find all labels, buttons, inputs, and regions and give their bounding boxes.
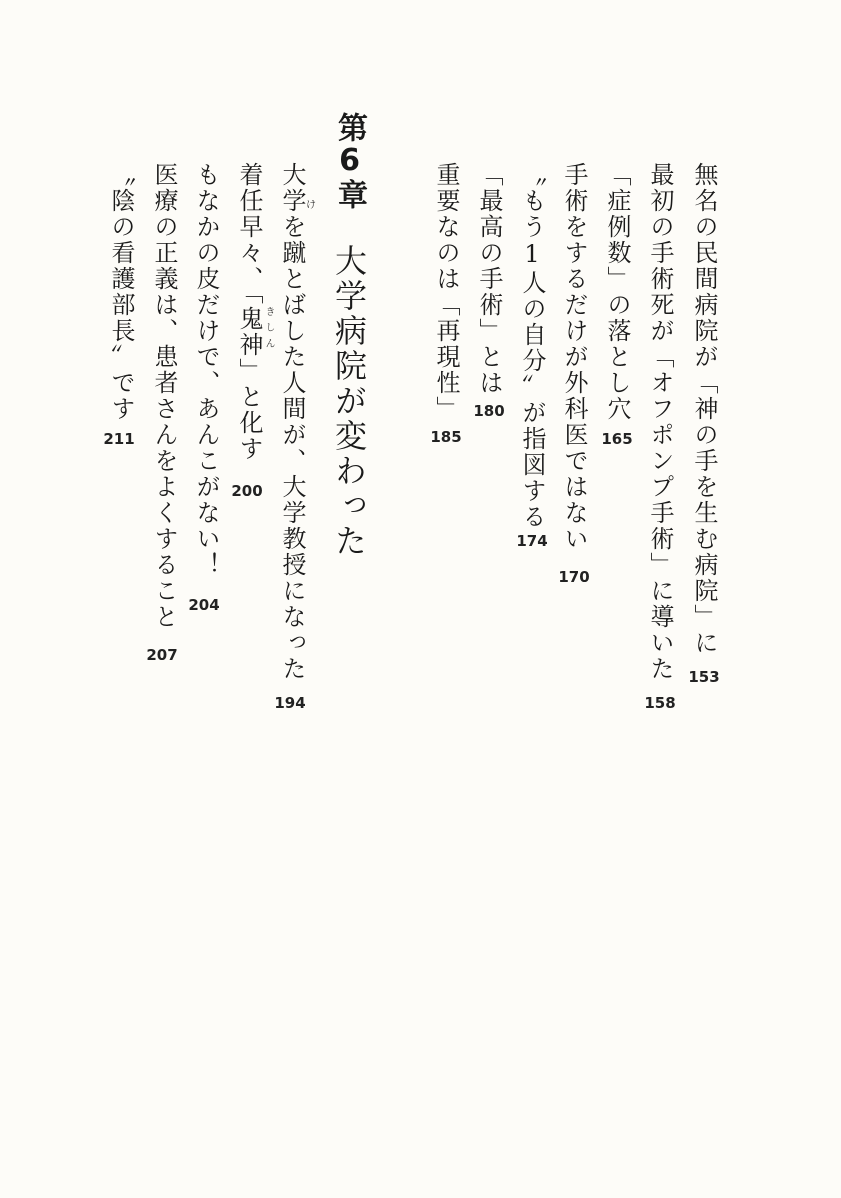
page-number-12: 211 <box>103 430 135 448</box>
page-number-7: 185 <box>430 428 462 446</box>
page-number-8: 194 <box>274 694 306 712</box>
toc-entry-4[interactable]: 手術をするだけが外科医ではない <box>560 162 588 552</box>
page-number-5: 174 <box>516 532 548 550</box>
toc-entry-1[interactable]: 無名の民間病院が「神の手を生む病院」に <box>690 162 718 656</box>
page-number-6: 180 <box>473 402 505 420</box>
page-number-1: 153 <box>688 668 720 686</box>
toc-entry-6[interactable]: 「最高の手術」とは <box>475 162 503 396</box>
toc-entry-12[interactable]: 〝陰の看護部長〟です <box>107 162 135 422</box>
page-number-4: 170 <box>558 568 590 586</box>
toc-entry-7[interactable]: 重要なのは「再現性」 <box>432 162 460 422</box>
toc-entry-5[interactable]: 〝もう1人の自分〟が指図する <box>518 162 546 530</box>
page-number-2: 158 <box>644 694 676 712</box>
page-number-11: 207 <box>146 646 178 664</box>
chapter-label: 第6章 <box>332 112 367 210</box>
toc-entry-8[interactable]: 大学を蹴とばした人間が、大学教授になった <box>278 162 306 682</box>
toc-entry-2[interactable]: 最初の手術死が「オフポンプ手術」に導いた <box>646 162 674 682</box>
chapter-title: 大学病院が変わった <box>330 244 368 559</box>
page-number-3: 165 <box>601 430 633 448</box>
chapter-heading <box>330 112 368 559</box>
ruby-kishin: きしん <box>263 306 274 354</box>
ruby-ke: け <box>306 200 316 211</box>
toc-entry-11[interactable]: 医療の正義は、患者さんをよくすること <box>150 162 178 630</box>
page-number-10: 204 <box>188 596 220 614</box>
toc-entry-3[interactable]: 「症例数」の落とし穴 <box>603 162 631 422</box>
page-number-9: 200 <box>231 482 263 500</box>
toc-entry-9[interactable]: 着任早々、「鬼神」と化す <box>235 162 263 462</box>
toc-entry-10[interactable]: もなかの皮だけで、あんこがない！ <box>192 162 220 578</box>
